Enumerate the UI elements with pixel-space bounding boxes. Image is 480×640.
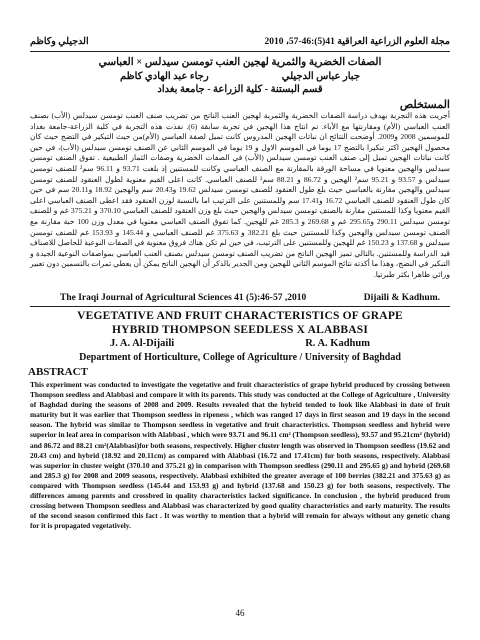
english-author-1: J. A. Al-Dijaili	[110, 338, 175, 349]
english-abstract-heading: ABSTRACT	[28, 366, 88, 378]
english-running-header	[60, 293, 440, 303]
page-number: 46	[235, 608, 245, 618]
english-journal-citation: The Iraqi Journal of Agricultural Sciences 41 (5):46-57 ,2010	[60, 293, 307, 303]
arabic-running-header	[30, 36, 450, 47]
arabic-abstract-heading: المستخلص	[399, 99, 450, 111]
arabic-department: قسم البستنة - كلية الزراعة - جامعة بغداد	[157, 84, 323, 95]
arabic-authors	[120, 70, 360, 83]
english-author-2: R. A. Kadhum	[305, 338, 370, 349]
arabic-author-1: جبار عباس الدجيلي	[281, 71, 360, 82]
english-authors	[110, 338, 370, 349]
english-department: Department of Horticulture, College of Agriculture / University of Baghdad	[79, 352, 401, 363]
english-title-line-1: VEGETATIVE AND FRUIT CHARACTERISTICS OF GRAPE	[77, 310, 403, 322]
english-title-line-2: HYBRID THOMPSON SEEDLESS X ALABBASI	[111, 323, 369, 336]
english-authors-short: Dijaili & Kadhum.	[363, 293, 440, 303]
english-abstract-body: This experiment was conducted to investigate the vegetative and fruit characteristics of grape hybrid produced by crossing between Thompson seedless and Alabbasi and compare it with its parents. This study was conducted at the College of Agriculture , University of Baghdad during the seasons of 2008 and 2009. Results revealed that the hybrid tended to look like Alabbasi in date of fruit maturity but it was earlier that Thompson seedless in ripeness , which was ranged 17 days in first season and 19 days in the second season. The hybrid was similar to Thompson seedless in vegetative and fruit characteristics. Thompson seedless and hybrid were superior in leaf area in comparison with Alabbasi , which were 93.71 and 96.11 cm² (Thompson seedless), 93.57 and 95.21cm² (hybrid) and 86.72 and 88.21 cm²(Alabbasi)for both seasons, respectively. Higher cluster length was observed in Thompson seedless (19.62 and 20.43 cm) and hybrid (18.92 and 20.11cm) as compared with Alabbasi (16.72 and 17.41cm) for both seasons, respectively. Alabbasi was superior in cluster weight (370.10 and 375.21 g) in comparison with Thompson seedless (290.11 and 295.65 g) and hybrid (269.68 and 285.3 g) for 2008 and 2009 seasons, respectively. Alabbasi exhibited the greater average of 100 berries (382.21 and 375.63 g) as compared with Thompson seedless (145.44 and 153.93 g) and hybrid (137.68 and 150.23 g) for both seasons, respectively. The differences among parents and crossbred in quality characteristics lacked significance. In conclusion , the hybrid produced from crossing between Thompson seedless and Alabbasi was characterized by good quality characteristics and early maturity. The results of the second season confirmed this fact . It was worthy to mention that a hybrid will remain for always without any genetic chang for it is propagated vegetatively.	[30, 380, 450, 531]
english-paper-title	[30, 310, 450, 337]
arabic-author-2: رجاء عبد الهادي كاظم	[120, 71, 209, 82]
arabic-journal-citation: مجلة العلوم الزراعية العراقية 41(5):46-57، 2010	[264, 37, 450, 47]
arabic-paper-title: الصفات الخضرية والثمرية لهجين العنب تومسن سيدلس × العباسي	[98, 57, 382, 68]
english-header-divider	[30, 306, 450, 307]
arabic-header-divider	[30, 51, 450, 52]
arabic-authors-short: الدجيلي وكاظم	[30, 37, 89, 47]
arabic-abstract-body: أجريت هذه التجربة بهدف دراسة الصفات الخضرية والثمرية لهجين العنب الناتج من تضريب صنف العنب تومسن سيدلس (الأب) بصنف العنب العباسي (الأم) ومقارنتها مع الأباء. تم انتاج هذا الهجين في تجربة سابقة (6). نفذت هذه التجربة في كلية الزراعة-جامعة بغداد للموسمين 2008 و2009. أوضحت النتائج ان نباتات الهجين المدروس كانت تميل لصفة العباسي (الأم)من حيث التبكير في التضج حيث كان محصول الهجين اكثر تبكيرا بالتضج 17 يوما في الموسم الاول و 19 يوما في الموسم الثاني عن الصنف تومسن سيدلس (الأب)، في حين كانت نباتات الهجين تميل إلى صنف العنب تومسن سيدلس (الأب) في الصفات الخضرية وصفات الثمار الطبيعية . تفوق الصنف تومسن سيدلس والهجين معنويا في مساحة الورقة بالمقارنة مع الصنف العباسي وكانت للمستنين إذ بلغت 93.71 و 96.11 سم² للصنف تومسن سيدلس و 93.57 و 95.21 سم² الهجين و 86.72 و 88.21 سم² للصنف العباسي. كانت اعلى القيم معنوية لطول العنقود للصنف تومسن سيدلس والهجين مقارنة بالعباسي حيث بلغ طول العنقود للصنف تومسن سيدلس 19.62 و20.43 سم والهجين 18.92 و20.11 سم في حين كان طول العنقود للصنف العباسي 16.72 و17.41 سم وللمستنين على الترتيب اما بالنسبة لوزن العنقود فقد اعطى الصنف العباسي اعلى القيم معنويا وكذا للمستنين مقارنة بالصنف تومسن سيدلس والهجين حيث بلغ وزن العنقود للصنف العباسي 370.10 و 375.21 غم و للصنف تومسن سيدلس 290.11 و295.65 غم و 269.68 و 285.3 غم للهجين. كما تفوق الصنف العباسي معنويا في معدل وزن 100 حبة مقارنة مع الصنف تومسن سيدلس والهجين وكذا للمستنين حيث بلغ 382.21 و 375.63 غم للصنف العباسي و 145.44 و 153.93 غم للصنف تومسن سيدلس و 137.68 و 150.23 غم للهجين وللمستنين على الترتيب، في حين لم تكن هناك فروق معنوية في الصفات النوعية للحاصل للاصناف قيد الدراسة وللمستنين. بالتالي تميز الهجين الناتج من تضريب الصنف تومسن سيدلس بصنف العنب العباسي بمواصفات النوعية الجيدة و التبكير في النضج، وهذا ما أكدته نتائج الموسم الثاني للهجين ومن الجدير بالذكر أن الهجين الناتج يمكن أن يعطي ثمرات بالتسمين دون تعبير وراثي ظاهرا بكثر طبرتيا.	[30, 111, 451, 279]
